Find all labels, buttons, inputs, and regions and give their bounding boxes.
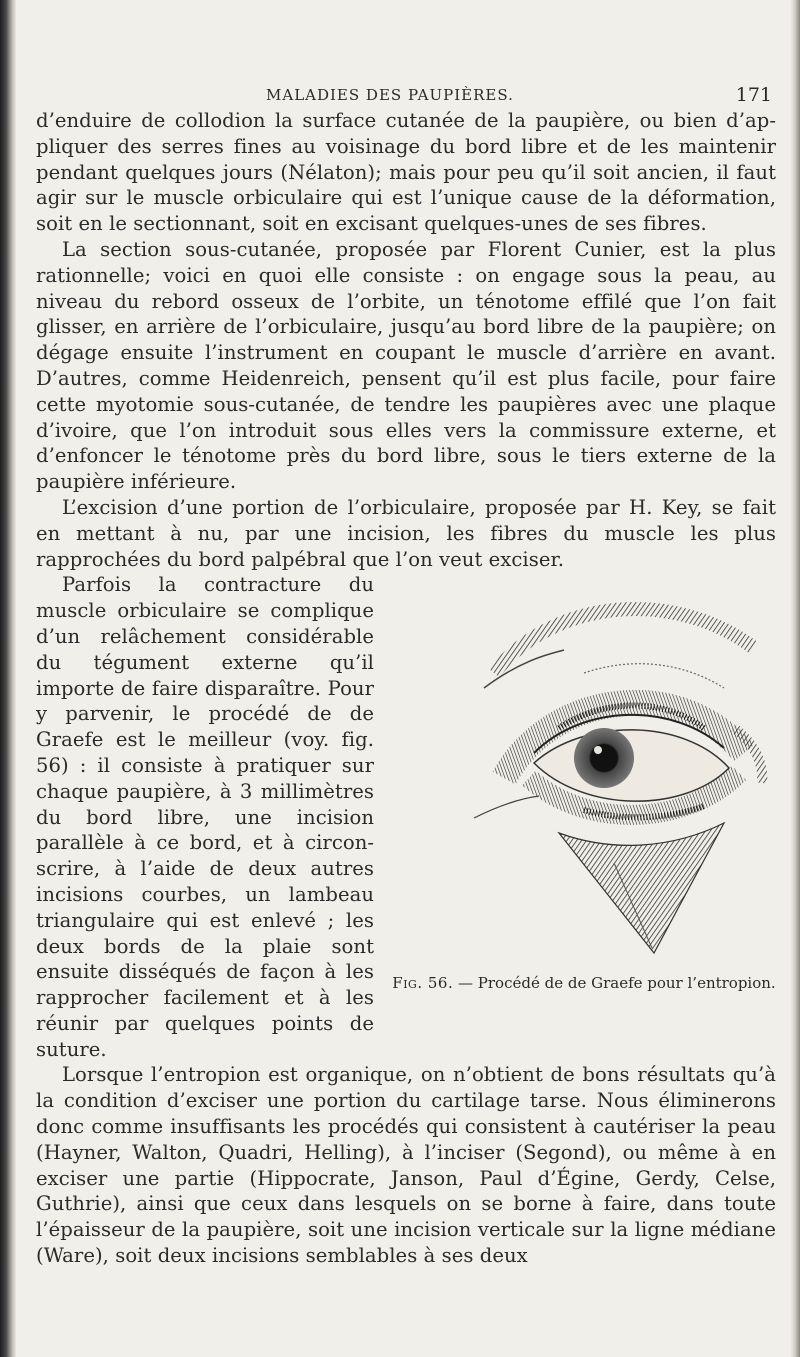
paragraph-1: d’enduire de collodion la surface cutanée de la paupière, ou bien d’appliquer des serres fines au voisinage du bord libre et de les maintenir pendant quelques jours (Nélaton); mais pour peu qu’il soit ancien, il faut agir sur le muscle orbiculaire qui est l’unique cause de la déformation, soit en le sectionnant, soit en excisant quelques-unes de ses fibres.: [36, 109, 776, 236]
running-head: [36, 86, 776, 108]
paragraph-5: Lorsque l’entropion est organique, on n’obtient de bons résultats qu’à la condition d’exciser une portion du cartilage tarse. Nous éliminerons donc comme insuffisants les procédés qui consistent à cautériser la peau (Hayner, Walton, Quadri, Helling), à l’inciser (Segond), ou même à en exciser une partie (Hippocrate, Janson, Paul d’Égine, Gerdy, Celse, Guthrie), ainsi que ceux dans lesquels on se borne à faire, dans toute l’épaisseur de la paupière, soit une incision verticale sur la ligne médiane (Ware), soit deux incisions semblables à ses deux: [36, 1063, 776, 1268]
eye-engraving-icon: [384, 578, 784, 974]
running-head-title: MALADIES DES PAUPIÈRES.: [266, 86, 514, 104]
book-page: [36, 86, 776, 1269]
figure-56: [384, 578, 784, 1014]
paragraph-4: Parfois la contracture du muscle orbiculaire se complique d’un relâchement considérable du tégument externe qu’il importe de faire disparaître. Pour y parvenir, le procédé de de Graefe est le meilleur (voy. fig. 56) : il consiste à pratiquer sur chaque paupière, à 3 millimètres du bord libre, une incision parallèle à ce bord, et à circonscrire, à l’aide de deux autres incisions courbes, un lambeau triangulaire qui est enlevé ; les deux bords de la plaie sont ensuite disséqués de façon à les rapprocher facilement et à les réunir par quelques points de suture.: [36, 573, 374, 1061]
figure-label: Fig. 56.: [392, 974, 454, 993]
paragraph-3: L’excision d’une portion de l’orbiculaire, proposée par H. Key, se fait en mettant à nu, par une incision, les fibres du muscle les plus rapprochées du bord palpébral que l’on veut exciser.: [36, 495, 776, 571]
page-edge-shadow: [790, 0, 800, 1357]
paragraph-2: La section sous-cutanée, proposée par Florent Cunier, est la plus rationnelle; voici en quoi elle consiste : on engage sous la peau, au niveau du rebord osseux de l’orbite, un ténotome effilé que l’on fait glisser, en arrière de l’orbiculaire, jusqu’au bord libre de la paupière; on dégage ensuite l’instrument en coupant le muscle d’arrière en avant. D’autres, comme Heidenreich, pensent qu’il est plus facile, pour faire cette myotomie sous-cutanée, de tendre les paupières avec une plaque d’ivoire, que l’on introduit sous elles vers la commissure externe, et d’enfoncer le ténotome près du bord libre, sous le tiers externe de la paupière inférieure.: [36, 237, 776, 494]
book-binding-shadow: [0, 0, 16, 1357]
figure-caption: [374, 974, 794, 992]
page-number: 171: [735, 84, 772, 106]
figure-caption-text: — Procédé de de Graefe pour l’entropion.: [458, 974, 776, 993]
